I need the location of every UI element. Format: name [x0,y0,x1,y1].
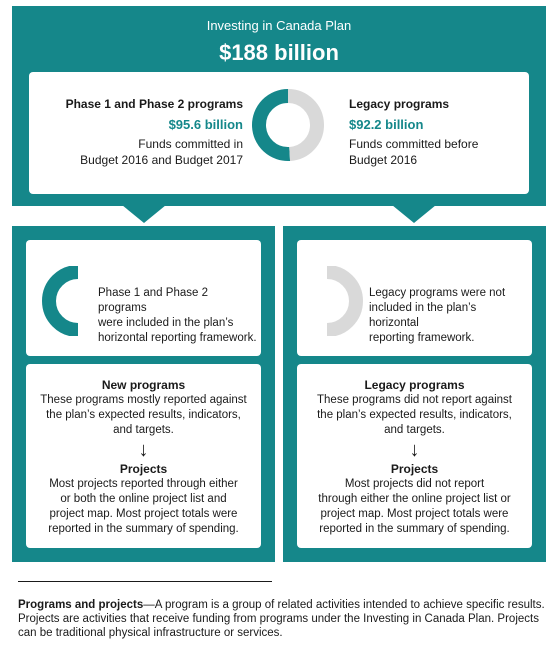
projects-line: reported in the summary of spending. [48,523,239,535]
new-programs-line: and targets. [113,424,174,436]
donut-slice-phase-programs [259,96,290,154]
funding-donut-chart [251,88,325,162]
phase-programs-desc-2: Budget 2016 and Budget 2017 [80,153,243,167]
new-programs-block [32,378,255,537]
plan-summary-panel [12,6,546,206]
legacy-programs-card [297,364,532,548]
down-arrow-icon: ↓ [409,439,420,461]
phase-programs-heading: Phase 1 and Phase 2 programs [65,97,243,111]
phase-reporting-line: Phase 1 and Phase 2 programs [98,287,208,314]
legacy-programs-line: These programs did not report against [317,394,512,406]
grey-arc-icon [309,266,367,336]
legacy-reporting-line: reporting framework. [369,332,475,344]
phase-reporting-card [26,240,261,356]
legacy-reporting-card [297,240,532,356]
footnote-line-1 [18,598,548,612]
projects-line: reported in the summary of spending. [319,523,510,535]
projects-line: project map. Most project totals were [320,508,509,520]
donut-slice-legacy-programs [288,96,317,154]
legacy-reporting-line: Legacy programs were not [369,287,506,299]
projects-line: project map. Most project totals were [49,508,238,520]
legacy-programs-desc-2: Budget 2016 [349,153,418,167]
projects-line: or both the online project list and [60,493,227,505]
phase-reporting-text [98,286,258,346]
footnote-line-3: can be traditional physical infrastructure or services. [18,627,283,639]
legacy-programs-desc-1: Funds committed before [349,137,479,151]
footnote-divider [18,581,272,582]
legacy-programs-heading: Legacy programs [349,97,450,111]
arrow-to-right-panel [392,205,436,223]
new-programs-line: the plan’s expected results, indicators, [46,409,241,421]
new-programs-heading: New programs [101,378,186,392]
legacy-programs-line: and targets. [384,424,445,436]
phase-reporting-line: were included in the plan’s [98,317,234,329]
footnote-term: Programs and projects [18,599,144,611]
phase-programs-amount: $95.6 billion [168,117,243,132]
phase-programs-card [26,364,261,548]
projects-heading: Projects [390,462,439,476]
legacy-programs-amount: $92.2 billion [349,117,424,132]
phase-reporting-line: horizontal reporting framework. [98,332,257,344]
projects-line: through either the online project list or [318,493,511,505]
funding-breakdown-card [29,72,529,194]
legacy-programs-panel [283,226,546,562]
down-arrow-icon: ↓ [138,439,149,461]
legacy-programs-detail-block [303,378,526,537]
phase-programs-desc-1: Funds committed in [138,137,243,151]
plan-total-amount: $188 billion [219,40,339,65]
projects-line: Most projects did not report [344,478,485,490]
footnote-definition: —A program is a group of related activities intended to achieve specific results. [143,599,545,611]
phase-programs-block [47,96,243,168]
new-programs-line: These programs mostly reported against [40,394,247,406]
footnote [18,598,548,640]
legacy-reporting-line: included in the plan’s horizontal [369,302,477,329]
arrow-to-left-panel [122,205,166,223]
teal-arc-icon [38,266,96,336]
projects-line: Most projects reported through either [49,478,238,490]
footnote-line-2: Projects are activities that receive funding from programs under the Investing in Canada Plan. Projects [18,613,539,625]
legacy-programs-detail-heading: Legacy programs [364,378,465,392]
legacy-reporting-text [369,286,529,346]
legacy-programs-block [349,96,529,168]
plan-title: Investing in Canada Plan [206,18,352,33]
phase-programs-panel [12,226,275,562]
legacy-programs-line: the plan’s expected results, indicators, [317,409,512,421]
projects-heading: Projects [119,462,168,476]
